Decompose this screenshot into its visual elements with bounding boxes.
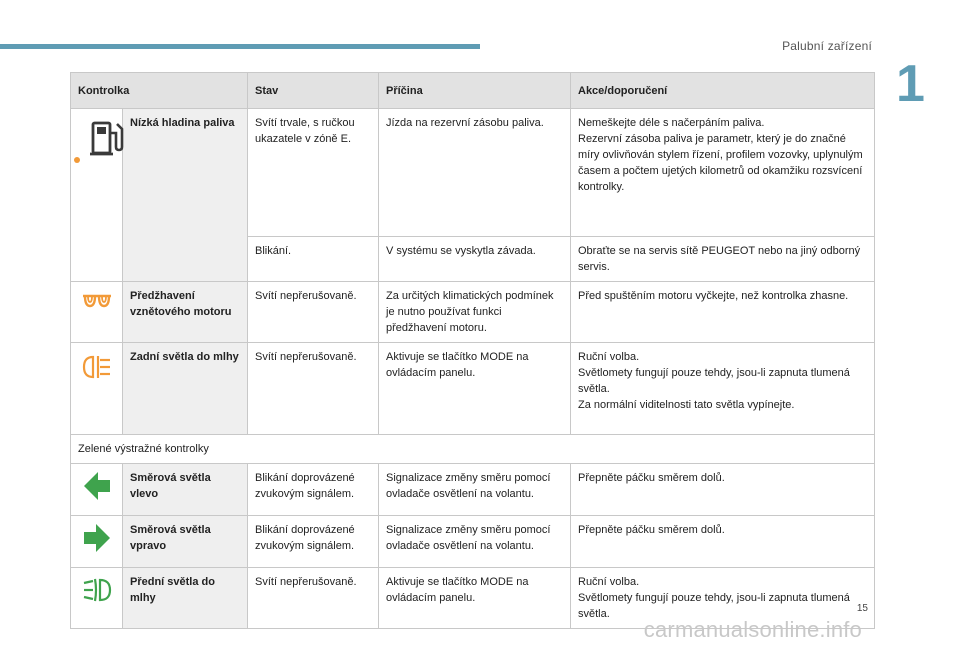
table-row [71,282,875,343]
icon-cell [71,343,123,435]
glow-plug-icon [82,292,112,319]
arrow-right-icon [83,522,111,559]
pricina-cell: Aktivuje se tlačítko MODE na ovládacím panelu. [379,568,571,629]
arrow-left-icon [83,470,111,507]
stav-cell: Blikání doprovázené zvukovým signálem. [248,464,379,516]
fuel-pump-icon [78,119,122,167]
warning-name: Směrová světla vlevo [123,464,248,516]
stav-cell: Svítí nepřerušovaně. [248,568,379,629]
column-header-pricina: Příčina [379,73,571,109]
akce-cell: Před spuštěním motoru vyčkejte, než kontrolka zhasne. [571,282,875,343]
watermark: carmanualsonline.info [643,617,862,642]
stav-cell: Svítí nepřerušovaně. [248,282,379,343]
warning-lights-table [70,72,875,629]
akce-cell: Přepněte páčku směrem dolů. [571,516,875,568]
stav-cell: Svítí nepřerušovaně. [248,343,379,435]
warning-name: Nízká hladina paliva [123,109,248,282]
header-accent-bar [0,44,480,49]
pricina-cell: Signalizace změny směru pomocí ovladače osvětlení na volantu. [379,516,571,568]
pricina-cell: Aktivuje se tlačítko MODE na ovládacím panelu. [379,343,571,435]
icon-cell [71,516,123,568]
akce-cell: Přepněte páčku směrem dolů. [571,464,875,516]
stav-cell: Blikání. [248,237,379,282]
column-header-kontrolka: Kontrolka [71,73,248,109]
pricina-cell: Za určitých klimatických podmínek je nutno používat funkci předžhavení motoru. [379,282,571,343]
column-header-stav: Stav [248,73,379,109]
column-header-akce: Akce/doporučení [571,73,875,109]
warning-name: Přední světla do mlhy [123,568,248,629]
warning-name: Směrová světla vpravo [123,516,248,568]
akce-cell: Ruční volba. Světlomety fungují pouze tehdy, jsou-li zapnuta tlumená světla. [571,568,875,629]
icon-cell [71,282,123,343]
warning-name: Zadní světla do mlhy [123,343,248,435]
page-number: 15 [856,603,868,614]
stav-cell: Svítí trvale, s ručkou ukazatele v zóně E. [248,109,379,237]
warning-name: Předžhavení vznětového motoru [123,282,248,343]
front-fog-light-icon [82,578,112,607]
section-row [71,435,875,464]
table-row [71,516,875,568]
section-title: Zelené výstražné kontrolky [71,435,875,464]
pricina-cell: Jízda na rezervní zásobu paliva. [379,109,571,237]
icon-cell [71,464,123,516]
pricina-cell: Signalizace změny směru pomocí ovladače osvětlení na volantu. [379,464,571,516]
table-row [71,109,875,237]
table-row [71,464,875,516]
akce-cell: Nemeškejte déle s načerpáním paliva. Rezervní zásoba paliva je parametr, který je do značné míry ovlivňován stylem řízení, profilem vozovky, uplynulým časem a počtem ujetých kilometrů od okamžiku rozsvícení kontrolky. [571,109,875,237]
table-row [71,343,875,435]
akce-cell: Ruční volba. Světlomety fungují pouze tehdy, jsou-li zapnuta tlumená světla. Za normální viditelnosti tato světla vypínejte. [571,343,875,435]
rear-fog-light-icon [82,355,112,384]
stav-cell: Blikání doprovázené zvukovým signálem. [248,516,379,568]
akce-cell: Obraťte se na servis sítě PEUGEOT nebo na jiný odborný servis. [571,237,875,282]
icon-cell [71,109,123,282]
icon-cell [71,568,123,629]
table-header-row [71,73,875,109]
chapter-number: 1 [896,55,925,113]
page-header-title: Palubní zařízení [782,39,872,53]
pricina-cell: V systému se vyskytla závada. [379,237,571,282]
